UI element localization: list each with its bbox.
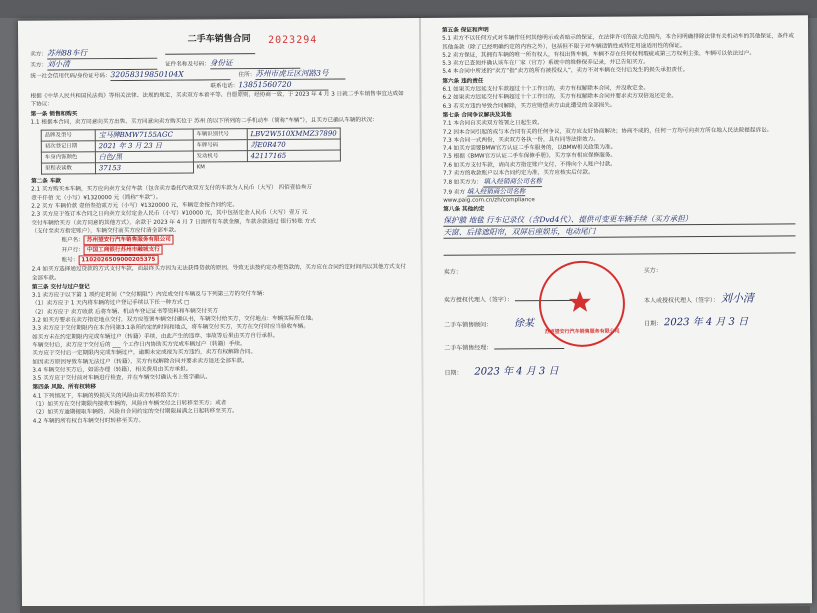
text-line: 如因卖方原因导致车辆无法过户（转籍），买方有权解除合同并要求卖方退还全部车款。	[32, 357, 248, 366]
text-line: 7.3 本合同一式两份，买卖双方各执一份，具有同等法律效力。	[442, 136, 599, 144]
table-edge	[20, 606, 810, 613]
text-line: 买方应于交付后一定期限内完成车辆过户，逾期未完成视为买方违约，卖方有权解除合同。	[32, 349, 257, 357]
section-4-title: 第四条 风险、所有权转移	[32, 384, 97, 392]
party-label: 卖方：	[30, 51, 48, 58]
other-terms-line-1: 保护膜 地毯 行车记录仪（含Dvd4代）、提供可变更车辆手续（买方承担）	[443, 212, 795, 226]
party-value: 苏州88车行	[47, 48, 157, 60]
seller-rep-label: 卖方授权代理人（签字）：	[443, 295, 513, 304]
seller-label: 卖方：	[443, 268, 462, 276]
text-line: 2.2 买方 车辆价款 壹佰叁拾贰万元（小写）¥1320000 元，车辆定金按合同约定。	[31, 202, 238, 210]
account-label: 账户名：	[61, 237, 84, 244]
text-line: 7.2 因本合同引起的或与本合同有关的任何争议，双方应友好协商解决；协商不成的，任何一方均可向卖方所在地人民法院提起诉讼。	[442, 127, 773, 136]
party-value-2	[165, 53, 255, 55]
party-value-2: 苏州市虎丘区河路3号	[255, 68, 345, 80]
left-page	[18, 18, 422, 609]
company-seal	[539, 260, 626, 347]
section-2-title: 第二条 车款	[31, 178, 62, 185]
party-label: 买方：	[30, 62, 48, 69]
vehicle-value: 宝马牌BMW7155AGC	[95, 129, 193, 141]
buyer-date-label: 日期：	[644, 319, 663, 327]
party-label: 统一社会信用代码/身份证号码：	[30, 73, 111, 80]
section-3-title: 第三条 交付与过户登记	[31, 284, 90, 291]
seal-text: 苏州望安行汽车销售服务有限公司	[544, 328, 620, 335]
seller-date-value: 2023 年 4 月 3 日	[474, 365, 559, 378]
seller-manager-signature	[494, 347, 564, 348]
section-5-title: 第五条 保证和声明	[442, 27, 489, 34]
party-label-2: 住所：	[238, 72, 256, 79]
party-value: 32058319850104X	[111, 69, 231, 81]
text-line: （2）如买方逾期提取车辆的，风险自合同约定的交付期限届满之日起转移至买方。	[32, 408, 238, 416]
party-value-2: 身份证	[210, 58, 300, 70]
vehicle-value: 37153	[95, 162, 193, 174]
text-line: 2.1 买方购买本车辆，买方应向卖方支付车款（包含卖方委托代收双方支付的车款为人民币（大写） 四佰壹拾叁万	[31, 185, 313, 194]
vehicle-row	[41, 161, 340, 174]
text-line: 车辆交付后，卖方应于交付后的 ___ 个工作日内协助买方完成车辆过户（转籍）手续。	[32, 341, 246, 349]
text-line: 7.5 根据《BMW官方认证二手车保修手册》，买方享有相应保修服务。	[442, 153, 617, 161]
text-line: 5.4 本合同中所述的“卖方”指“卖方的所有被授权人”，卖方不对车辆在交付后发生的损失承担责任。	[442, 67, 689, 76]
payment-note-value: 填入经销商公司名称	[483, 177, 543, 186]
section-2-note: 2.4 如买方选择通过贷款的方式支付车款，而最终买方因为无法获得贷款的原因，导致无法按约定办理贷款的，买方应在合同约定时间内以其他方式支付全部车款。	[31, 264, 406, 282]
text-line: 4.2 车辆的所有权自车辆交付时转移至买方。	[32, 417, 145, 425]
buyer-rep-label: 本人或授权代理人（签字）：	[643, 296, 719, 304]
section-1-title: 第一条 销售和购买	[30, 110, 78, 118]
vehicle-table	[41, 128, 341, 175]
buyer-label: 买方：	[643, 266, 662, 274]
text-line: 6.3 若买方违约导致合同解除，买方应赔偿卖方由此遭受的全部损失。	[442, 102, 616, 110]
account-label: 账号：	[61, 257, 79, 264]
text-line: 7.6 如买方支付车款，请向卖方指定账户支付，不得向个人账户付款。	[442, 161, 616, 169]
text-line: 6.1 如果买方迟延支付车款超过十个工作日的，卖方有权解除本合同，并没收定金。	[442, 85, 649, 93]
buyer-date-value: 2023 年 4 月 3 日	[663, 316, 749, 328]
blank-line	[443, 236, 795, 255]
vehicle-value-2: LBV2W510XMMZ37890	[247, 128, 340, 140]
vehicle-value: 白色/黑	[95, 151, 193, 163]
serial-number: 2023294	[268, 34, 318, 47]
document-title: 二手车销售合同	[187, 34, 251, 45]
text-line: 3.3 卖方应于交付期限内在本合同第3.1条所约定的时间和地点，将车辆交付买方，买方在交付时应当验收车辆。	[32, 324, 310, 333]
payment-note2-value: 填入经销商公司名称	[466, 186, 526, 196]
section-7-title: 第七条 合同争议解决及其他	[442, 112, 512, 119]
vehicle-key: 品牌及型号	[41, 130, 95, 141]
text-line: 7.1 本合同自买卖双方签署之日起生效。	[442, 120, 543, 128]
vehicle-key: 里程表读数	[41, 163, 95, 174]
text-line: 2.3 买方应于签订本合同之日向卖方支付定金人民币（小写）¥10000 元，其中包括定金人民币（大写）壹万 元	[31, 210, 308, 219]
buyer-rep	[644, 287, 754, 312]
seller-consultant-signature: 徐某	[513, 317, 535, 329]
seller-consultant-label: 二手车销售顾问：	[444, 320, 493, 329]
vehicle-value-2: 苏E0R470	[247, 139, 340, 151]
text-line: 5.1 卖方不以任何方式对车辆作任何其他明示或者暗示的保证，在法律许可的最大范围内，本合同明确排除法律有关机动车的其他保证，条件或其他条款（除了已经明确约定的内容之外），包括但不限于对车辆适销性或特定用途适用性的保证。	[442, 33, 795, 51]
section-1-text: 1.1 根据本合同，卖方同意向买方出售、买方同意向卖方购买位于 苏州 的以下所列的二手机动车（简称“车辆”），且买方已确认车辆的状况：	[30, 117, 378, 126]
vehicle-key-2: 发动机号	[193, 151, 247, 162]
text-line: 4.1 下列情况下，车辆的毁损灭失的风险由卖方转移给买方：	[32, 392, 184, 400]
payment-note-label: 7.8 如买方为：	[443, 179, 482, 187]
text-line: 5.3 卖方已查阅并确认该车在厂家（官方）系统中的维修保养记录，并已告知买方。	[442, 59, 649, 67]
section-2-lines	[31, 184, 409, 236]
vehicle-key: 初次登记日期	[41, 141, 95, 152]
text-line: 3.2 如买方要求在卖方指定地点交付，双方应签署车辆交付确认书，车辆交付给买方，交付地点：车辆实际所在地。	[32, 315, 317, 324]
section-3-lines	[32, 289, 411, 383]
vehicle-key-2: KM	[196, 164, 205, 171]
vehicle-value-2	[247, 161, 340, 173]
text-line: 3.1 卖方应于以下第 1 项约定时间（“交付期限”）内完成交付车辆及与下列第三方的交付车辆：	[31, 291, 269, 299]
text-line: 5.2 卖方保证，其拥有车辆的唯一所有权人，有权出售车辆，车辆不存在任何权利瑕疵或第三方权利主张，车辆可以依法过户。	[442, 50, 755, 59]
section-5-lines	[442, 33, 794, 77]
text-line: （2）卖方应于 卖方收款 后将车辆、机动车登记证书等资料和车辆交付买方	[31, 308, 219, 316]
vehicle-value: 2021 年 3 月 23 日	[95, 140, 193, 152]
buyer-date	[644, 311, 748, 335]
account-label: 开户行：	[61, 247, 84, 254]
other-terms-line-2: 天窗、后排遮阳帘，双屏后座娱乐，电动尾门	[443, 224, 795, 238]
vehicle-key-2: 车牌号码	[193, 140, 247, 151]
party-value: 刘小清	[47, 59, 157, 71]
signature-block	[444, 259, 797, 421]
seller-date-label: 日期：	[444, 369, 463, 377]
vehicle-key: 车身内饰颜色	[41, 152, 95, 163]
party-label-2: 证件名称及号码：	[165, 61, 210, 68]
right-page	[422, 15, 812, 606]
vehicle-value-2: 42117165	[247, 150, 340, 162]
text-line: 3.5 买方应于交付前对车辆进行检查，并在车辆交付确认书上签字确认。	[32, 374, 211, 382]
text-line: 如买方未在约定期限内完成车辆过户（转籍）手续，由此产生的违章、事故等后果由买方自行承担。	[32, 332, 279, 341]
text-line: 壹千仟佰 元（小写）¥1320000 元（简称“车款”）。	[31, 194, 162, 202]
text-line: 6.2 如果卖方迟延交付车辆超过十个工作日的，买方有权解除本合同并要求卖方双倍返还定金。	[442, 93, 677, 102]
bank-account-stamp	[61, 233, 409, 265]
preamble: 根据《中华人民共和国民法典》等相关法律、法规的规定，买卖双方本着平等、自愿原则，经协商一致，于 2023 年 4 月 3 日就二手车销售事宜达成如下协议：	[30, 91, 404, 108]
text-line: （1）如买方在交付期限内接收车辆的，风险自车辆交付之日转移至买方；或者	[32, 400, 227, 408]
text-line: （1）卖方应于 1 天内将车辆的过户登记手续以下任一种方式 □	[31, 300, 190, 308]
account-value: 1102026509000205375	[78, 255, 158, 266]
text-line: 7.7 卖方的收款账户以本合同约定为准，买方应核实后付款。	[443, 169, 594, 177]
text-line: 交付车辆给买方（卖方同意的其他方式），余款于 2023 年 4 月 7 日清所有车款金额，车款余款通过 银行转账 方式	[31, 218, 316, 227]
seller-consultant	[444, 313, 534, 337]
vehicle-key-2: 车辆识别代号	[193, 129, 247, 140]
party-value-2: 13851560720	[238, 80, 328, 92]
account-value: 中国工商银行苏州市融城支行	[84, 245, 163, 256]
section-4-lines	[33, 390, 411, 426]
section-7-lines	[443, 118, 795, 179]
section-6-title: 第六条 违约责任	[442, 78, 484, 85]
seller-manager-label: 二手车销售经理：	[444, 343, 493, 352]
party-label-2: 联系电话：	[210, 83, 239, 90]
buyer-rep-signature: 刘小清	[720, 291, 754, 305]
text-line: （支付至卖方指定账户），车辆交付前买方应付清全部车款。	[31, 227, 180, 235]
compliance-url: www.paig.com.cn/zh/compliance	[443, 197, 535, 204]
section-8-title: 第八条 其他约定	[443, 206, 485, 214]
contract-document	[18, 15, 812, 609]
text-line: 7.4 如买方需要BMW官方认证二手车服务的，以BMW相关政策为准。	[442, 144, 617, 152]
payment-note2-label: 7.9 卖方	[443, 189, 466, 196]
text-line: 3.4 车辆交付买方后，如需办理（转籍），相关费用由买方承担。	[32, 366, 192, 374]
section-6-lines	[442, 83, 794, 110]
party-block	[30, 46, 408, 93]
account-value: 苏州望安行汽车销售服务有限公司	[84, 235, 174, 246]
seller-date	[444, 361, 558, 385]
